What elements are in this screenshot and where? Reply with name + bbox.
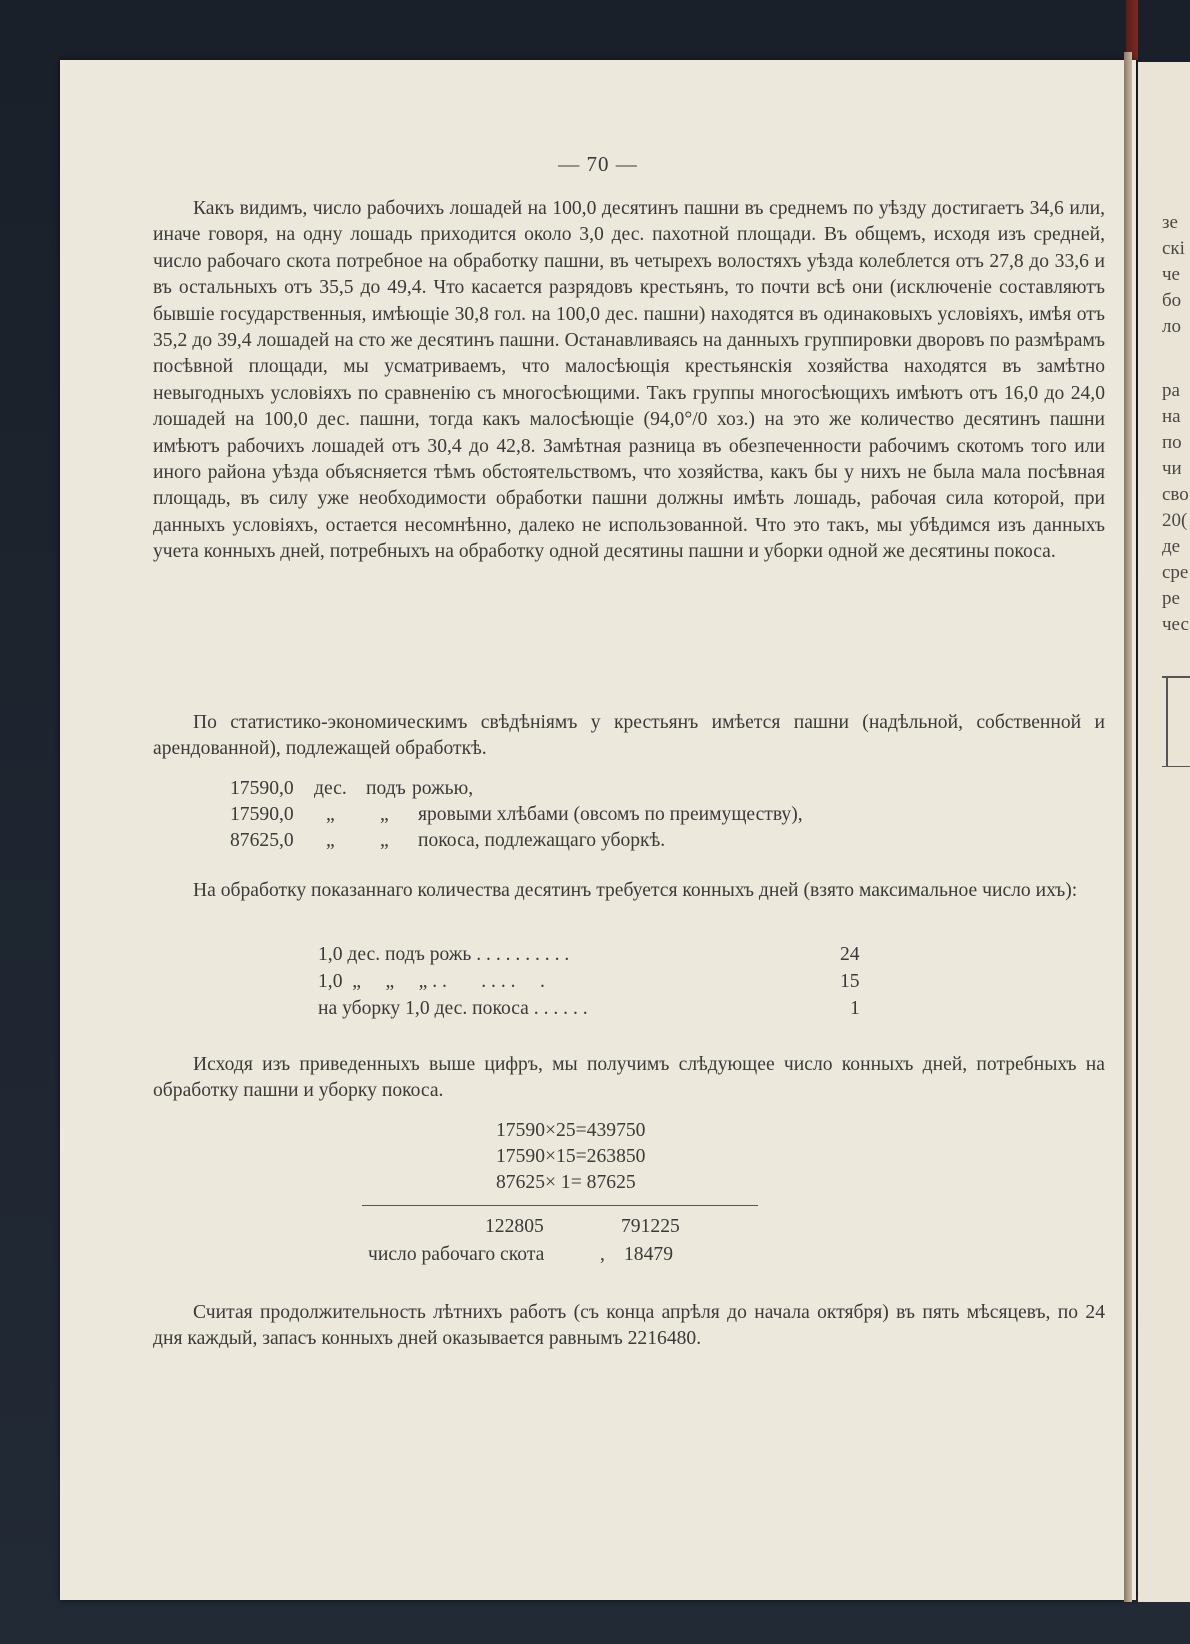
calc-line: 87625× 1= 87625 (496, 1172, 636, 1193)
calc-line: 17590×15=263850 (496, 1146, 646, 1167)
paragraph-1: Какъ видимъ, число рабочихъ лошадей на 100,0 десятинъ пашни въ среднемъ по уѣзду достигаетъ 34,6 или, иначе говоря, на одну лошадь приходится около 3,0 дес. пахотной площади. Въ общемъ, исходя изъ средней, число рабочаго скота потребное на обработку пашни, въ четырехъ волостяхъ уѣзда колеблется отъ 27,8 до 33,6 и въ остальныхъ отъ 35,5 до 49,4. Что касается разрядовъ крестьянъ, то почти всѣ они (исключеніе составляютъ бывшіе государственныя, имѣющіе 30,8 гол. на 100,0 дес. пашни) находятся въ одинаковыхъ условіяхъ, имѣя отъ 35,2 до 39,4 лошадей на сто же десятинъ пашни. Останавливаясь на данныхъ группировки дворовъ по размѣрамъ посѣвной площади, мы усматриваемъ, что малосѣющія крестьянскія хозяйства находятся въ замѣтно невыгодныхъ условіяхъ по сравненію съ многосѣющими. Такъ группы многосѣющихъ имѣютъ отъ 16,0 до 24,0 лошадей на 100,0 дес. пашни, тогда какъ малосѣющіе (94,0°/0 хоз.) на это же количество десятинъ пашни имѣютъ рабочихъ лошадей отъ 30,4 до 42,8. Замѣтная разница въ обезпеченности рабочимъ скотомъ того или иного района уѣзда объясняется тѣмъ обстоятельствомъ, что хозяйства, какъ бы у нихъ не была мала посѣвная площадь, въ силу уже необходимости обработки пашни должны имѣть лошадь, рабочая сила которой, при данныхъ условіяхъ, остается несомнѣнно, далеко не использованной. Что это такъ, мы убѣдимся изъ данныхъ учета конныхъ дней, потребныхъ на обработку одной десятины пашни и уборки одной же десятины покоса. (153, 198, 1105, 563)
page-number: — 70 — (558, 152, 638, 176)
page-edge (1124, 52, 1132, 1602)
land-ditto: подъ (366, 778, 406, 799)
paragraph-main (153, 196, 1105, 566)
paragraph-summary (153, 1300, 1105, 1353)
fragment: сво (1162, 484, 1189, 505)
fragment: че (1162, 264, 1180, 285)
land-desc: рожью, (412, 778, 474, 799)
fragment: 20( (1162, 510, 1188, 531)
livestock-sep: , (600, 1244, 605, 1265)
land-ditto: „ (380, 830, 389, 851)
days-label: 1,0 дес. подъ рожь . . . . . . . . . . (318, 944, 570, 965)
land-amount: 17590,0 (230, 804, 294, 825)
paragraph-4: Исходя изъ приведенныхъ выше цифръ, мы получимъ слѣдующее число конныхъ дней, потребныхъ на обработку пашни и уборку покоса. (153, 1054, 1105, 1102)
land-desc: яровыми хлѣбами (овсомъ по преимуществу), (418, 804, 803, 825)
days-value: 24 (840, 944, 860, 965)
fragment: зе (1162, 212, 1178, 233)
fragment: на (1162, 406, 1181, 427)
days-label: на уборку 1,0 дес. покоса . . . . . . (318, 998, 588, 1019)
days-value: 1 (850, 998, 860, 1019)
days-value: 15 (840, 971, 860, 992)
fragment: чес (1162, 614, 1189, 635)
livestock-label: число рабочаго скота (368, 1244, 545, 1265)
table-rule (1162, 766, 1190, 767)
land-unit: „ (326, 830, 335, 851)
fragment: чи (1162, 458, 1182, 479)
fragment: сре (1162, 562, 1189, 583)
document-page (60, 60, 1136, 1600)
paragraph-result (153, 1052, 1105, 1105)
fragment: ре (1162, 588, 1180, 609)
paragraph-5: Считая продолжительность лѣтнихъ работъ (съ конца апрѣля до начала октября) въ пять мѣсяцевъ, по 24 дня каждый, запасъ конныхъ дней оказывается равнымъ 2216480. (153, 1302, 1105, 1350)
adjacent-page-fragment (1138, 62, 1190, 1602)
land-ditto: „ (380, 804, 389, 825)
sum-rule (362, 1205, 758, 1206)
land-desc: покоса, подлежащаго уборкѣ. (418, 830, 666, 851)
land-amount: 87625,0 (230, 830, 294, 851)
fragment: по (1162, 432, 1182, 453)
paragraph-2: По статистико-экономическимъ свѣдѣніямъ у крестьянъ имѣется пашни (надѣльной, собственной и арендованной), подлежащей обработкѣ. (153, 712, 1105, 760)
fragment: ло (1162, 316, 1181, 337)
fragment: скі (1162, 238, 1185, 259)
days-label: 1,0 „ „ „ . . . . . . . (318, 971, 545, 992)
land-unit: „ (326, 804, 335, 825)
land-unit: дес. (314, 778, 347, 799)
calc-line: 17590×25=439750 (496, 1120, 646, 1141)
fragment: бо (1162, 290, 1182, 311)
fragment: ра (1162, 380, 1180, 401)
paragraph-3: На обработку показаннаго количества десятинъ требуется конныхъ дней (взято максимальное число ихъ): (193, 880, 1078, 901)
total-left: 122805 (485, 1216, 544, 1237)
paragraph-land (153, 710, 1105, 763)
paragraph-days (153, 878, 1105, 904)
total-right: 791225 (621, 1216, 680, 1237)
fragment: де (1162, 536, 1181, 557)
binding-tab (1126, 0, 1138, 60)
land-amount: 17590,0 (230, 778, 294, 799)
table-rule (1166, 676, 1168, 766)
livestock-value: 18479 (624, 1244, 673, 1265)
